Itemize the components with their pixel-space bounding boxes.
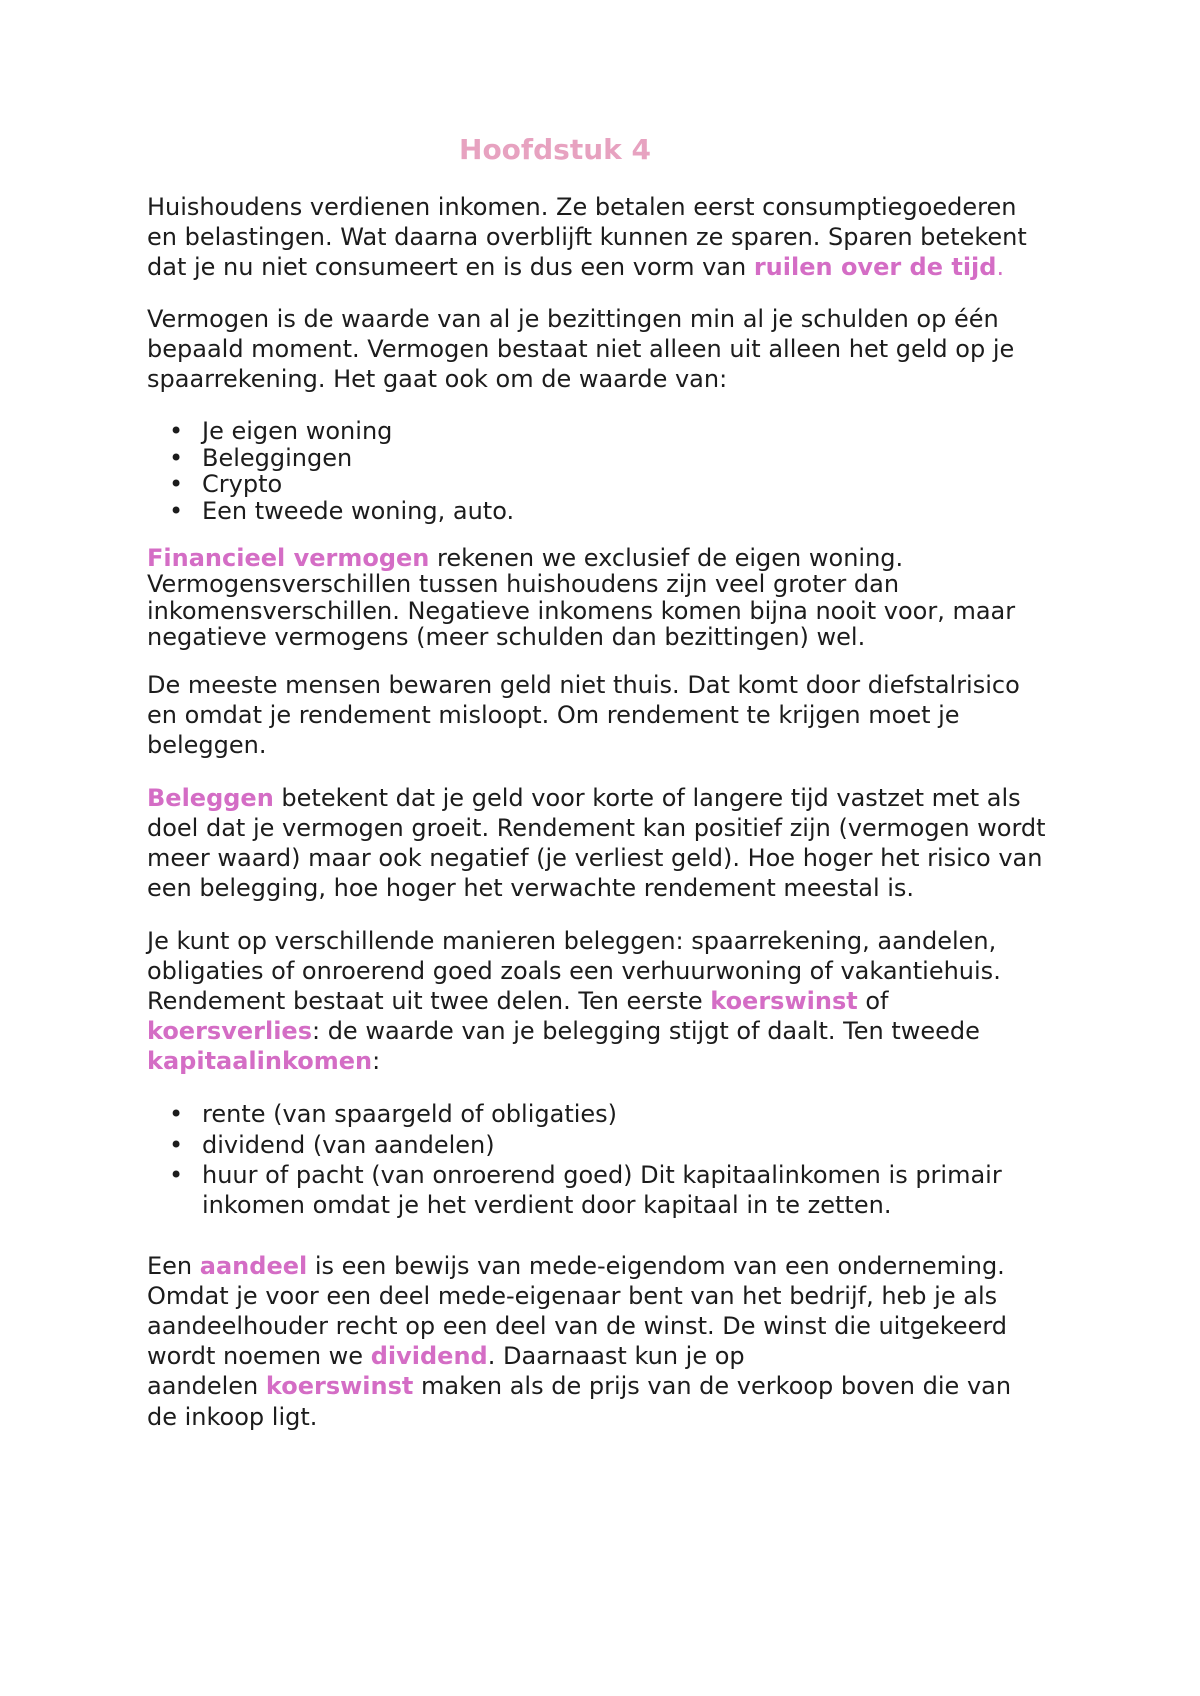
- text-line: [147, 1371, 1147, 1401]
- list-item-text: Crypto: [202, 470, 283, 499]
- text-run: obligaties of onroerend goed zoals een verhuurwoning of vakantiehuis.: [147, 957, 1001, 986]
- text-run: en belastingen. Wat daarna overblijft kunnen ze sparen. Sparen betekent: [147, 223, 1027, 251]
- text-line: [147, 873, 1147, 903]
- list-item: [147, 1099, 1147, 1129]
- text-run: Omdat je voor een deel mede-eigenaar bent van het bedrijf, heb je als: [147, 1281, 998, 1310]
- paragraph-financieel-vermogen: [147, 545, 1147, 651]
- key-term: dividend: [370, 1342, 488, 1371]
- text-run: Huishoudens verdienen inkomen. Ze betalen eerst consumptiegoederen: [147, 193, 1017, 221]
- text-line: [147, 670, 1147, 700]
- text-line: [147, 843, 1147, 873]
- key-term: Financieel vermogen: [147, 543, 430, 572]
- text-line: [147, 1046, 1147, 1076]
- list-item-text: Je eigen woning: [202, 417, 393, 445]
- text-line: [147, 813, 1147, 843]
- text-run: is een bewijs van mede-eigendom van een onderneming.: [307, 1251, 1005, 1280]
- text-run: Vermogensverschillen tussen huishoudens zijn veel groter dan: [147, 570, 900, 599]
- text-run: spaarrekening. Het gaat ook om de waarde van:: [147, 365, 728, 393]
- text-run: . Daarnaast kun je op: [487, 1342, 745, 1371]
- text-run: Rendement bestaat uit twee delen. Ten eerste: [147, 987, 711, 1016]
- text-line: [147, 304, 1147, 334]
- list-item: [147, 498, 1147, 525]
- text-run: de inkoop ligt.: [147, 1402, 318, 1431]
- text-line: [147, 956, 1147, 986]
- text-run: Vermogen is de waarde van al je bezittingen min al je schulden op één: [147, 305, 999, 333]
- text-run: De meeste mensen bewaren geld niet thuis. Dat komt door diefstalrisico: [147, 671, 1020, 700]
- text-run: wordt noemen we: [147, 1342, 371, 1371]
- paragraph-bewaren: [147, 670, 1147, 760]
- text-line: [147, 1402, 1147, 1432]
- key-term: koerswinst: [265, 1372, 414, 1401]
- text-line: [147, 364, 1147, 394]
- bullet-icon: •: [169, 1100, 184, 1129]
- text-run: inkomensverschillen. Negatieve inkomens komen bijna nooit voor, maar: [147, 596, 1016, 625]
- key-term: Beleggen: [147, 784, 274, 813]
- list-item: [147, 1130, 1147, 1160]
- list-item-text: Een tweede woning, auto.: [202, 497, 515, 526]
- document-content: [147, 0, 1147, 1432]
- text-line: [147, 192, 1147, 222]
- key-term: kapitaalinkomen: [147, 1047, 373, 1076]
- text-run: .: [996, 253, 1005, 281]
- list-item-text: rente (van spaargeld of obligaties): [202, 1100, 618, 1129]
- text-run: en omdat je rendement misloopt. Om rendement te krijgen moet je: [147, 701, 960, 730]
- paragraph-aandeel: [147, 1251, 1147, 1432]
- text-line: [147, 1281, 1147, 1311]
- text-line: [147, 1016, 1147, 1046]
- text-run: Een: [147, 1251, 200, 1280]
- text-run: meer waard) maar ook negatief (je verliest geld). Hoe hoger het risico van: [147, 844, 1043, 873]
- list-item-text: huur of pacht (van onroerend goed) Dit kapitaalinkomen is primair: [202, 1161, 1002, 1190]
- list-item: [147, 445, 1147, 472]
- text-run: rekenen we exclusief de eigen woning.: [429, 543, 904, 572]
- bullet-list-kapitaalinkomen: [147, 1099, 1147, 1220]
- text-line: [147, 624, 1147, 650]
- text-run: maken als de prijs van de verkoop boven die van: [413, 1372, 1012, 1401]
- text-line: [147, 571, 1147, 597]
- text-line: [147, 334, 1147, 364]
- bullet-icon: •: [169, 1130, 184, 1159]
- text-line: [147, 222, 1147, 252]
- text-run: beleggen.: [147, 731, 267, 760]
- list-item-text: inkomen omdat je het verdient door kapitaal in te zetten.: [202, 1191, 892, 1220]
- text-line: [147, 545, 1147, 571]
- paragraph-huishoudens: [147, 192, 1147, 282]
- text-line: [147, 1311, 1147, 1341]
- bullet-icon: •: [169, 497, 184, 526]
- text-run: betekent dat je geld voor korte of langere tijd vastzet met als: [273, 784, 1021, 813]
- text-run: : de waarde van je belegging stijgt of daalt. Ten tweede: [311, 1017, 980, 1046]
- text-line: [147, 1251, 1147, 1281]
- paragraph-vermogen: [147, 304, 1147, 394]
- bullet-icon: •: [169, 1161, 184, 1190]
- list-item: [147, 418, 1147, 445]
- text-run: :: [372, 1047, 381, 1076]
- text-run: Je kunt op verschillende manieren beleggen: spaarrekening, aandelen,: [147, 927, 997, 956]
- text-run: een belegging, hoe hoger het verwachte rendement meestal is.: [147, 874, 915, 903]
- text-line: [147, 252, 1147, 282]
- list-item-text: dividend (van aandelen): [202, 1130, 495, 1159]
- key-term: koersverlies: [147, 1017, 312, 1046]
- bullet-icon: •: [169, 443, 184, 472]
- list-item-text: Beleggingen: [202, 443, 353, 472]
- text-line: [147, 1341, 1147, 1371]
- text-line: [147, 700, 1147, 730]
- paragraph-beleggen: [147, 783, 1147, 903]
- text-run: dat je nu niet consumeert en is dus een vorm van: [147, 253, 754, 281]
- text-line: [147, 926, 1147, 956]
- text-run: aandeelhouder recht op een deel van de winst. De winst die uitgekeerd: [147, 1312, 1008, 1341]
- page-title: Hoofdstuk 4: [459, 133, 651, 166]
- bullet-list-vermogen: [147, 418, 1147, 525]
- text-run: of: [857, 987, 889, 1016]
- bullet-icon: •: [169, 470, 184, 499]
- paragraph-manieren-beleggen: [147, 926, 1147, 1076]
- text-line: [147, 986, 1147, 1016]
- bullet-icon: •: [169, 417, 184, 445]
- key-term: aandeel: [199, 1251, 308, 1280]
- text-line: [147, 598, 1147, 624]
- list-item: [147, 471, 1147, 498]
- text-run: aandelen: [147, 1372, 266, 1401]
- list-item: [147, 1160, 1147, 1221]
- text-run: negatieve vermogens (meer schulden dan bezittingen) wel.: [147, 623, 866, 652]
- key-term: ruilen over de tijd: [753, 253, 997, 281]
- text-run: doel dat je vermogen groeit. Rendement kan positief zijn (vermogen wordt: [147, 814, 1046, 843]
- key-term: koerswinst: [710, 987, 858, 1016]
- text-line: [147, 783, 1147, 813]
- text-line: [147, 730, 1147, 760]
- text-run: bepaald moment. Vermogen bestaat niet alleen uit alleen het geld op je: [147, 335, 1015, 363]
